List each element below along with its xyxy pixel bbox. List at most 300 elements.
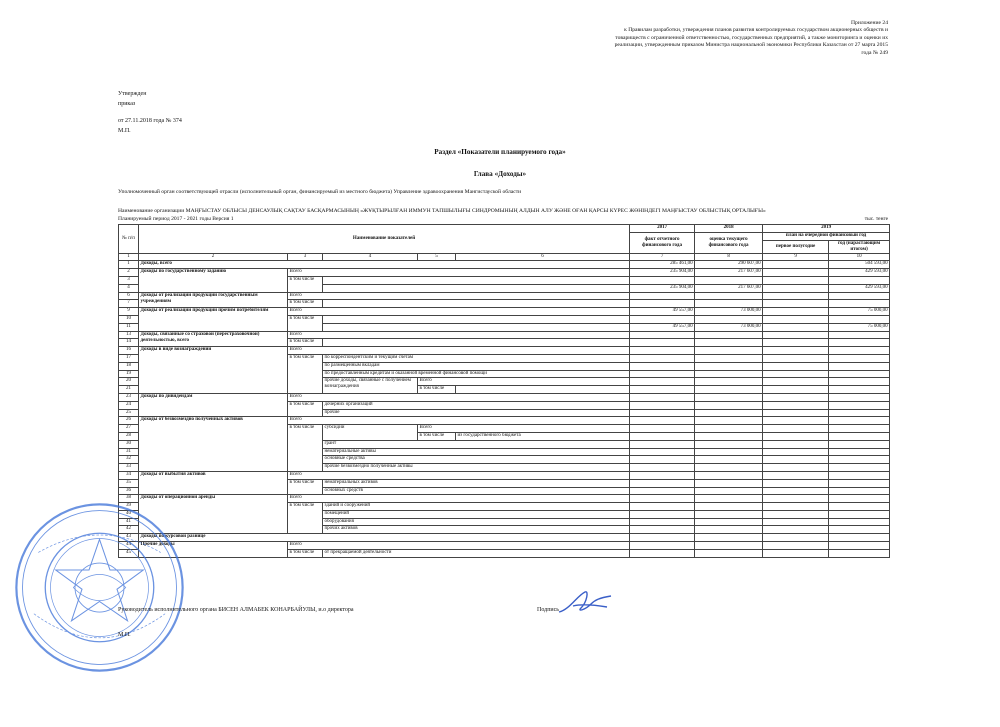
value-fact — [630, 370, 695, 378]
value-estimate — [695, 370, 763, 378]
value-half — [763, 440, 829, 448]
value-year — [829, 487, 890, 495]
row-number: 35 — [119, 479, 139, 487]
row-number: 33 — [119, 464, 139, 472]
row-label: Доходы от реализации продукции прочим потребителям — [139, 308, 288, 331]
row-detail: основные средства — [323, 456, 630, 464]
value-estimate — [695, 448, 763, 456]
authority-line: Уполномоченный орган соответствующей отрасли (исполнительный орган, финансируемый из местного бюджета) Управление здравоохранения Мангистауской области — [118, 189, 522, 195]
value-year — [829, 300, 890, 308]
value-fact — [630, 440, 695, 448]
value-year — [829, 347, 890, 355]
annex-line: года № 249 — [861, 49, 888, 56]
value-half — [763, 370, 829, 378]
value-half — [763, 510, 829, 518]
value-estimate — [695, 347, 763, 355]
value-fact: 235 904,00 — [630, 269, 695, 277]
row-number: 11 — [119, 323, 139, 331]
row-number: 14 — [119, 339, 139, 347]
value-fact — [630, 409, 695, 417]
value-estimate — [695, 432, 763, 440]
col-number: 5 — [418, 253, 456, 261]
header-2018: 2018 — [695, 225, 763, 233]
value-half — [763, 425, 829, 433]
value-half — [763, 393, 829, 401]
row-detail2 — [456, 386, 630, 394]
row-sub: Всего — [288, 542, 630, 550]
row-detail: зданий и сооружений — [323, 503, 630, 511]
row-label: Доходы по дивидендам — [139, 393, 288, 416]
value-estimate — [695, 542, 763, 550]
value-year — [829, 534, 890, 542]
value-year — [829, 549, 890, 557]
value-estimate — [695, 425, 763, 433]
value-estimate: 217 607,00 — [695, 284, 763, 292]
value-estimate: 73 000,00 — [695, 308, 763, 316]
row-detail: по размещенным вкладам — [323, 362, 630, 370]
table-row — [119, 417, 890, 425]
value-year — [829, 292, 890, 300]
value-fact — [630, 401, 695, 409]
row-sub: в том числе — [288, 300, 323, 308]
value-estimate — [695, 456, 763, 464]
row-number: 28 — [119, 432, 139, 440]
row-detail: по корреспондентским и текущим счетам — [323, 354, 630, 362]
value-year: 75 000,00 — [829, 308, 890, 316]
header-half: первое полугодие — [763, 240, 829, 253]
row-sub: Всего — [288, 417, 630, 425]
header-name: Наименование показателей — [139, 225, 630, 254]
value-fact — [630, 393, 695, 401]
col-number: 4 — [323, 253, 418, 261]
period-line: Планируемый период 2017 - 2021 годы Версия 1 — [118, 216, 234, 222]
value-half — [763, 331, 829, 339]
value-half — [763, 456, 829, 464]
value-half — [763, 276, 829, 284]
value-estimate — [695, 534, 763, 542]
value-half — [763, 409, 829, 417]
row-detail — [323, 339, 630, 347]
value-fact — [630, 479, 695, 487]
value-half — [763, 487, 829, 495]
table-row — [119, 534, 890, 542]
row-number: 30 — [119, 440, 139, 448]
value-fact — [630, 347, 695, 355]
col-number: 2 — [139, 253, 288, 261]
value-year — [829, 425, 890, 433]
value-fact — [630, 534, 695, 542]
row-number: 13 — [119, 331, 139, 339]
value-half — [763, 471, 829, 479]
value-fact — [630, 378, 695, 386]
value-half — [763, 300, 829, 308]
value-estimate: 217 607,00 — [695, 269, 763, 277]
row-detail: нематериальных активов — [323, 479, 630, 487]
value-estimate — [695, 354, 763, 362]
row-sub: в том числе — [288, 549, 323, 557]
row-number: 21 — [119, 386, 139, 394]
row-detail — [323, 323, 630, 331]
table-row — [119, 331, 890, 339]
value-year — [829, 448, 890, 456]
value-fact — [630, 542, 695, 550]
value-year — [829, 417, 890, 425]
row-sub: в том числе — [288, 503, 323, 534]
row-detail — [323, 315, 630, 323]
table-row — [119, 393, 890, 401]
value-fact — [630, 456, 695, 464]
row-detail: дочерних организаций — [323, 401, 630, 409]
value-estimate — [695, 409, 763, 417]
row-number: 9 — [119, 308, 139, 316]
value-estimate: 73 000,00 — [695, 323, 763, 331]
row-label: Доходы от выбытия активов — [139, 471, 288, 494]
row-number: 4 — [119, 284, 139, 292]
value-half — [763, 448, 829, 456]
row-label: Доходы по курсовой разнице — [139, 534, 630, 542]
value-half — [763, 526, 829, 534]
header-num: № п/п — [119, 225, 139, 254]
value-half — [763, 495, 829, 503]
row-number: 3 — [119, 276, 139, 284]
value-fact: 49 557,00 — [630, 308, 695, 316]
value-year — [829, 503, 890, 511]
row-sub: в том числе — [288, 276, 323, 292]
value-year: 75 000,00 — [829, 323, 890, 331]
value-year — [829, 510, 890, 518]
row-number: 36 — [119, 487, 139, 495]
row-sub: Всего — [288, 331, 630, 339]
value-estimate — [695, 471, 763, 479]
row-number: 44 — [119, 542, 139, 550]
income-table — [118, 224, 890, 558]
value-fact — [630, 471, 695, 479]
value-year — [829, 456, 890, 464]
value-year — [829, 386, 890, 394]
value-half — [763, 347, 829, 355]
col-number: 7 — [630, 253, 695, 261]
row-detail — [323, 276, 630, 284]
row-label: Доходы, связанные со страховой (перестраховочной) деятельностью, всего — [139, 331, 288, 347]
value-year — [829, 401, 890, 409]
signature-label: Подпись — [537, 607, 560, 613]
value-year: 504 593,00 — [829, 261, 890, 269]
col-number: 1 — [119, 253, 139, 261]
row-number: 31 — [119, 448, 139, 456]
row-sub: в том числе — [288, 354, 323, 393]
row-number: 2 — [119, 269, 139, 277]
row-detail: по предоставленным кредитам и оказанной временной финансовой помощи — [323, 370, 630, 378]
row-number: 16 — [119, 347, 139, 355]
value-estimate — [695, 386, 763, 394]
row-sub: Всего — [288, 347, 630, 355]
value-estimate — [695, 276, 763, 284]
value-half — [763, 362, 829, 370]
row-number: 45 — [119, 549, 139, 557]
row-number: 17 — [119, 354, 139, 362]
annex-line: к Правилам разработки, утверждения планов развития контролируемых государством акционерных обществ и — [624, 27, 888, 34]
row-detail: от прекращаемой деятельности — [323, 549, 630, 557]
value-fact — [630, 300, 695, 308]
header-2017: 2017 — [630, 225, 695, 233]
value-fact — [630, 362, 695, 370]
value-fact: 235 904,00 — [630, 284, 695, 292]
order-date: от 27.11.2018 года № 374 — [118, 118, 182, 124]
value-year — [829, 276, 890, 284]
row-detail2: из государственного бюджета — [456, 432, 630, 440]
row-number: 6 — [119, 292, 139, 300]
value-half — [763, 308, 829, 316]
value-year — [829, 339, 890, 347]
table-row — [119, 292, 890, 300]
value-year — [829, 440, 890, 448]
value-estimate — [695, 362, 763, 370]
table-row — [119, 347, 890, 355]
value-estimate — [695, 495, 763, 503]
section-title: Раздел «Показатели планируемого года» — [434, 148, 566, 156]
value-fact — [630, 276, 695, 284]
col-number: 6 — [456, 253, 630, 261]
value-half — [763, 261, 829, 269]
row-sub: в том числе — [288, 339, 323, 347]
official-seal-stamp — [12, 500, 187, 675]
value-estimate — [695, 479, 763, 487]
row-number: 32 — [119, 456, 139, 464]
value-estimate — [695, 339, 763, 347]
value-half — [763, 284, 829, 292]
table-row — [119, 308, 890, 316]
header-plan: план на очередной финансовый год — [763, 232, 890, 240]
table-row — [119, 269, 890, 277]
row-detail: прочие доходы, связанные с получением вознаграждения — [323, 378, 418, 394]
row-sub: в том числе — [288, 425, 323, 472]
row-number: 38 — [119, 495, 139, 503]
organization-line: Наименование организации МАҢҒЫСТАУ ОБЛЫСЫ ДЕНСАУЛЫҚ САҚТАУ БАСҚАРМАСЫНЫҢ «ЖҰҚТЫРЫЛҒАН ИММУН ТАПШЫЛЫҒЫ СИНДРОМЫНЫҢ АЛДЫН АЛУ ЖӘНЕ ОҒАН ҚАРСЫ КҮРЕС ЖӨНІНДЕГІ МАҢҒЫСТАУ ОБЛЫСТЫҚ ОРТАЛЫҒЫ» — [118, 208, 766, 214]
row-sub: Всего — [288, 292, 630, 300]
annex-line: реализации, утвержденным приказом Министра национальной экономики Республики Казахстан от 27 марта 2015 — [614, 42, 888, 49]
row-detail: помещений — [323, 510, 630, 518]
value-year — [829, 464, 890, 472]
value-half — [763, 432, 829, 440]
mp-footer-label: М.П. — [118, 632, 131, 638]
row-label: Доходы по государственному заданию — [139, 269, 288, 292]
chapter-title: Глава «Доходы» — [473, 170, 527, 178]
value-year — [829, 354, 890, 362]
value-year — [829, 432, 890, 440]
mp-label: М.П. — [118, 128, 131, 134]
row-detail: нематериальные активы — [323, 448, 630, 456]
value-half — [763, 292, 829, 300]
value-year — [829, 378, 890, 386]
col-number: 10 — [829, 253, 890, 261]
value-fact — [630, 417, 695, 425]
row-label: Доходы от реализации продукции государственным учреждениям — [139, 292, 288, 308]
row-sub2: в том числе — [418, 386, 456, 394]
value-fact — [630, 315, 695, 323]
value-year: 429 593,00 — [829, 284, 890, 292]
value-fact — [630, 495, 695, 503]
value-half — [763, 323, 829, 331]
value-fact — [630, 549, 695, 557]
value-fact — [630, 425, 695, 433]
row-number: 19 — [119, 370, 139, 378]
value-half — [763, 518, 829, 526]
value-fact — [630, 526, 695, 534]
row-detail — [323, 284, 630, 292]
value-year — [829, 526, 890, 534]
value-year — [829, 393, 890, 401]
row-number: 1 — [119, 261, 139, 269]
value-year: 429 593,00 — [829, 269, 890, 277]
value-half — [763, 542, 829, 550]
row-number: 41 — [119, 518, 139, 526]
value-year — [829, 409, 890, 417]
value-estimate — [695, 526, 763, 534]
value-year — [829, 495, 890, 503]
value-estimate — [695, 510, 763, 518]
row-sub: Всего — [288, 269, 630, 277]
row-label: Прочие доходы — [139, 542, 288, 558]
signature-scribble — [555, 588, 615, 618]
value-half — [763, 339, 829, 347]
value-estimate — [695, 518, 763, 526]
annex-header — [490, 20, 888, 57]
value-year — [829, 315, 890, 323]
value-fact — [630, 510, 695, 518]
value-estimate — [695, 417, 763, 425]
table-row — [119, 261, 890, 269]
row-sub: Всего — [288, 308, 630, 316]
value-estimate — [695, 549, 763, 557]
value-year — [829, 471, 890, 479]
value-fact — [630, 464, 695, 472]
value-estimate: 290 607,00 — [695, 261, 763, 269]
value-half — [763, 269, 829, 277]
value-estimate — [695, 487, 763, 495]
value-half — [763, 401, 829, 409]
row-number: 18 — [119, 362, 139, 370]
row-sub: Всего — [288, 471, 630, 479]
row-detail: прочих активов — [323, 526, 630, 534]
value-half — [763, 378, 829, 386]
header-year: год (нарастающим итогом) — [829, 240, 890, 253]
header-fact: факт отчетного финансового года — [630, 232, 695, 253]
row-detail: прочие безвозмездно полученные активы — [323, 464, 630, 472]
row-number: 40 — [119, 510, 139, 518]
row-number: 43 — [119, 534, 139, 542]
row-detail — [323, 300, 630, 308]
approval-block — [118, 89, 182, 136]
row-label: Доходы в виде вознаграждений — [139, 347, 288, 394]
row-detail: субсидии — [323, 425, 418, 441]
row-number: 20 — [119, 378, 139, 386]
value-fact — [630, 487, 695, 495]
value-half — [763, 417, 829, 425]
value-estimate — [695, 440, 763, 448]
header-2019: 2019 — [763, 225, 890, 233]
row-number: 24 — [119, 401, 139, 409]
value-half — [763, 464, 829, 472]
table-row — [119, 542, 890, 550]
value-fact — [630, 432, 695, 440]
row-detail: грант — [323, 440, 630, 448]
value-fact: 49 557,00 — [630, 323, 695, 331]
value-estimate — [695, 300, 763, 308]
row-sub: Всего — [288, 393, 630, 401]
row-label: Доходы, всего — [139, 261, 630, 269]
row-number: 25 — [119, 409, 139, 417]
value-estimate — [695, 331, 763, 339]
value-estimate — [695, 378, 763, 386]
row-sub2: в том числе — [418, 432, 456, 440]
value-year — [829, 542, 890, 550]
row-sub2: Всего — [418, 378, 630, 386]
value-half — [763, 534, 829, 542]
header-estimate: оценка текущего финансового года — [695, 232, 763, 253]
value-estimate — [695, 503, 763, 511]
col-number: 8 — [695, 253, 763, 261]
row-label: Доходы от безвозмездно полученных активов — [139, 417, 288, 472]
value-estimate — [695, 393, 763, 401]
row-sub: в том числе — [288, 479, 323, 495]
annex-line: Приложение 24 — [850, 20, 888, 26]
value-fact — [630, 339, 695, 347]
row-number: 26 — [119, 417, 139, 425]
value-half — [763, 386, 829, 394]
row-detail: оборудования — [323, 518, 630, 526]
table-row — [119, 471, 890, 479]
value-fact — [630, 448, 695, 456]
value-fact: 285 461,00 — [630, 261, 695, 269]
value-half — [763, 503, 829, 511]
value-half — [763, 549, 829, 557]
table-row — [119, 495, 890, 503]
value-half — [763, 354, 829, 362]
order-label: приказ — [118, 101, 136, 107]
value-fact — [630, 503, 695, 511]
row-detail: прочие — [323, 409, 630, 417]
value-year — [829, 518, 890, 526]
value-estimate — [695, 464, 763, 472]
approved-label: Утвержден — [118, 91, 147, 97]
row-number: 23 — [119, 393, 139, 401]
value-fact — [630, 354, 695, 362]
annex-line: товариществ с ограниченной ответственностью, государственных предприятий, а также мониторинга и оценки их — [615, 34, 888, 41]
value-estimate — [695, 292, 763, 300]
unit-label: тыс. тенге — [864, 216, 888, 222]
value-estimate — [695, 401, 763, 409]
row-number: 27 — [119, 425, 139, 433]
row-number: 34 — [119, 471, 139, 479]
row-number: 42 — [119, 526, 139, 534]
value-fact — [630, 331, 695, 339]
row-label: Доходы от операционной аренды — [139, 495, 288, 534]
row-number: 10 — [119, 315, 139, 323]
col-number: 9 — [763, 253, 829, 261]
row-sub: Всего — [288, 495, 630, 503]
value-half — [763, 315, 829, 323]
row-sub2: Всего — [418, 425, 630, 433]
value-year — [829, 479, 890, 487]
value-fact — [630, 518, 695, 526]
value-year — [829, 362, 890, 370]
value-half — [763, 479, 829, 487]
value-estimate — [695, 315, 763, 323]
value-fact — [630, 386, 695, 394]
row-sub: в том числе — [288, 401, 323, 417]
value-year — [829, 370, 890, 378]
col-number: 3 — [288, 253, 323, 261]
